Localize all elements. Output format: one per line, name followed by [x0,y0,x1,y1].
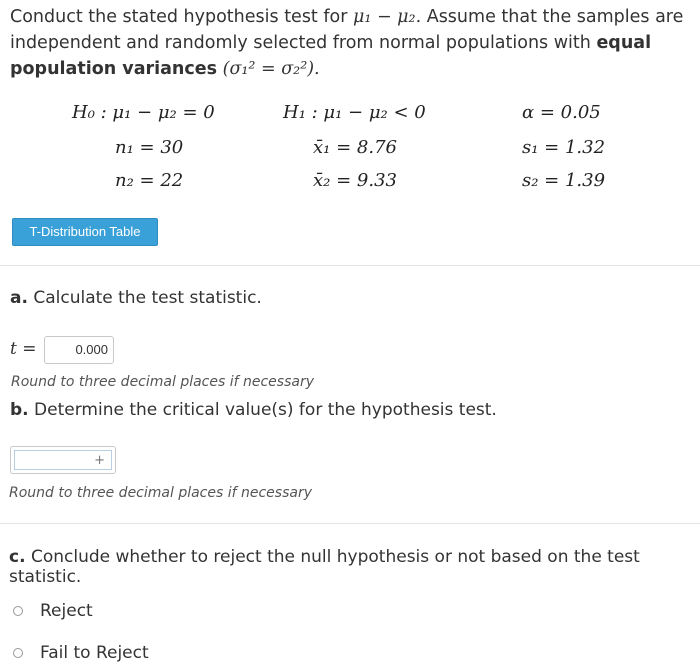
difference-expression: μ₁ − μ₂. [353,7,422,27]
t-distribution-table-button[interactable]: T-Distribution Table [12,218,158,246]
part-a-letter: a. [10,288,28,308]
reject-radio-icon[interactable] [13,606,23,616]
part-c-letter: c. [9,547,26,567]
null-hypothesis: H₀ : μ₁ − μ₂ = 0 [72,102,215,123]
t-label: t = [10,339,37,359]
reject-option[interactable] [13,601,93,621]
add-value-icon[interactable]: + [94,453,105,468]
fail-to-reject-radio-icon[interactable] [13,648,23,658]
critical-value-field[interactable] [10,446,116,474]
alpha-value: α = 0.05 [522,102,601,123]
critical-value-input[interactable] [14,450,112,470]
xbar1-value: x̄₁ = 8.76 [313,137,397,158]
test-statistic-input[interactable]: 0.000 [44,336,114,364]
part-b-rounding-note: Round to three decimal places if necessary [9,485,313,501]
intro-mid: Assume that the samples are independent and randomly selected from normal populations with [10,7,684,53]
part-a-text: Calculate the test statistic. [33,288,262,308]
alt-hypothesis: H₁ : μ₁ − μ₂ < 0 [283,102,426,123]
reject-label[interactable]: Reject [40,601,93,621]
s1-value: s₁ = 1.32 [522,137,606,158]
fail-to-reject-label[interactable]: Fail to Reject [40,643,149,663]
part-a-rounding-note: Round to three decimal places if necessary [11,374,315,390]
part-a-question [10,288,262,308]
n1-value: n₁ = 30 [115,137,184,158]
n2-value: n₂ = 22 [115,170,184,191]
part-c-question [9,547,700,587]
section-divider [0,265,700,266]
problem-statement [10,4,698,82]
variance-expression: (σ₁² = σ₂²). [222,59,320,79]
intro-prefix: Conduct the stated hypothesis test for [10,7,348,27]
intro-bold: equal population variances [10,33,652,79]
part-b-letter: b. [10,400,29,420]
part-b-question [10,400,497,420]
part-c-text: Conclude whether to reject the null hypothesis or not based on the test statistic. [9,547,640,587]
s2-value: s₂ = 1.39 [522,170,606,191]
part-b-text: Determine the critical value(s) for the hypothesis test. [34,400,497,420]
xbar2-value: x̄₂ = 9.33 [313,170,397,191]
section-divider-2 [0,523,700,524]
fail-to-reject-option[interactable] [13,643,149,663]
